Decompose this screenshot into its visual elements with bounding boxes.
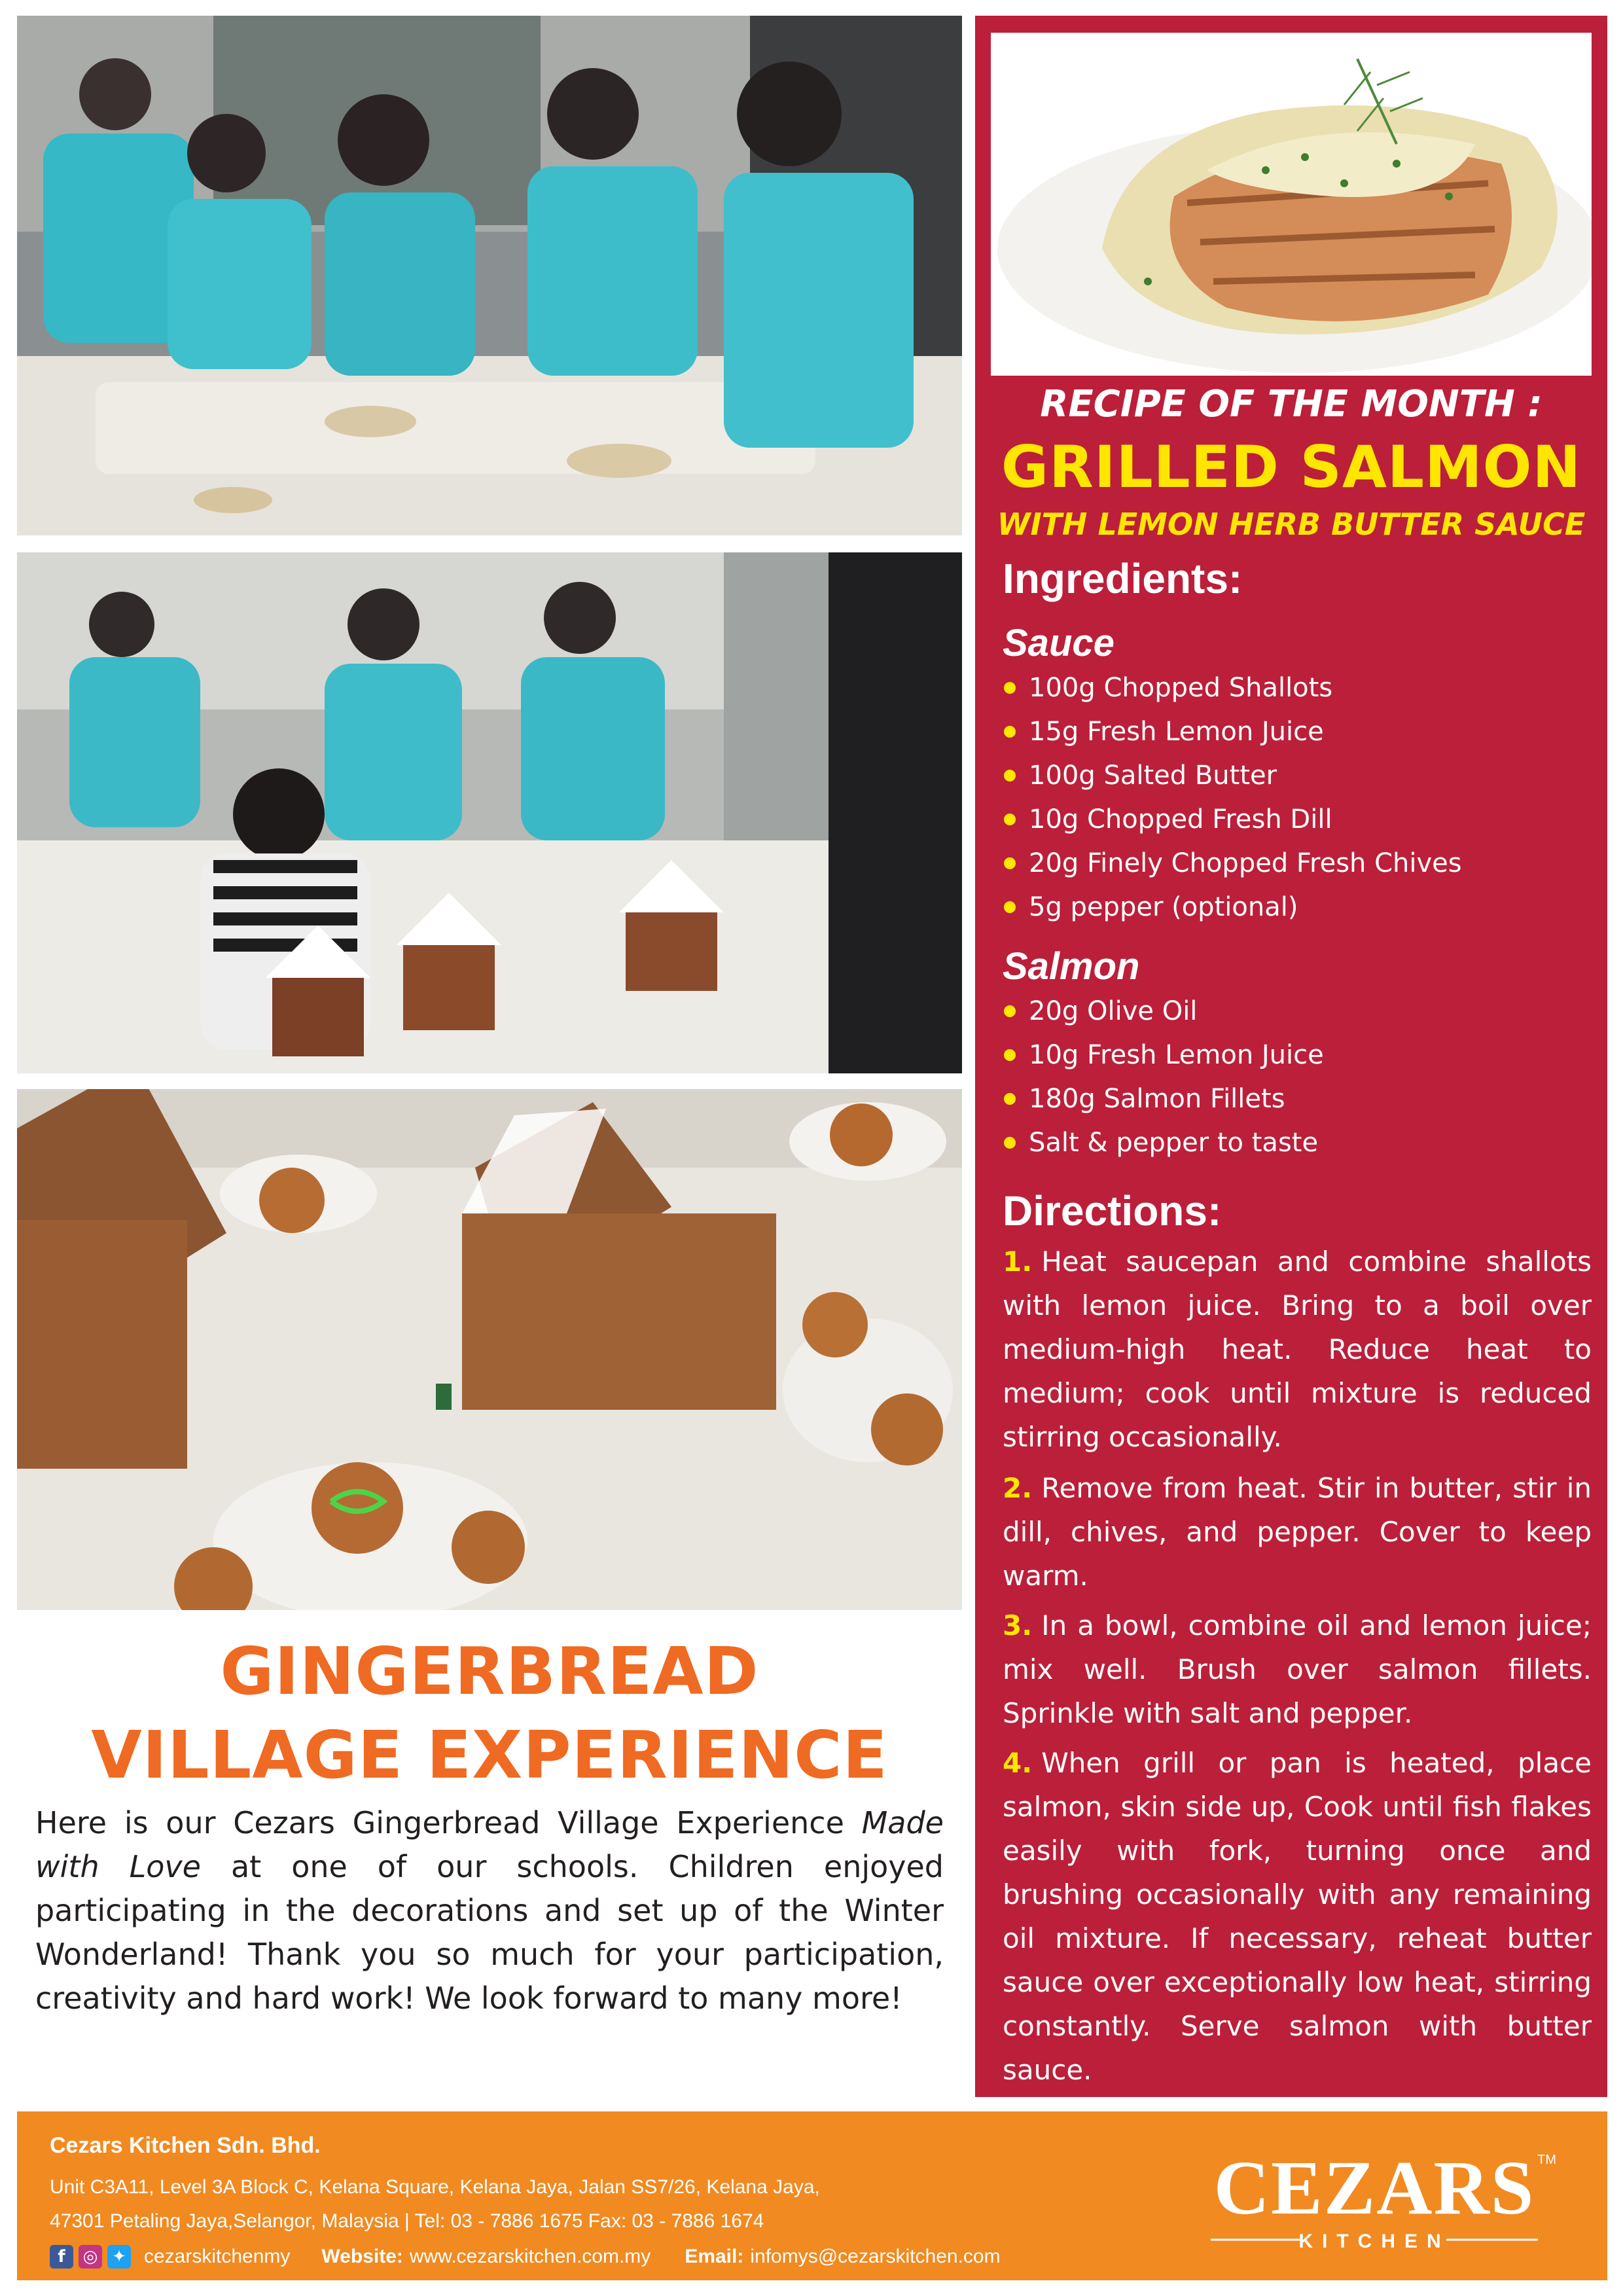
email-link[interactable]: infomys@cezarskitchen.com xyxy=(750,2246,1001,2267)
list-item xyxy=(1003,1121,1592,1165)
list-item xyxy=(1003,754,1592,798)
direction-step-2 xyxy=(1003,1466,1592,1598)
photo-gingerbread-village xyxy=(17,1089,962,1610)
facebook-icon[interactable]: f xyxy=(50,2245,73,2269)
bullet-icon xyxy=(1004,857,1016,869)
step-number: 3. xyxy=(1003,1609,1033,1641)
website-link[interactable]: www.cezarskitchen.com.my xyxy=(409,2246,651,2267)
salmon-heading: Salmon xyxy=(1003,945,1140,988)
directions-heading: Directions: xyxy=(1003,1187,1222,1234)
salmon-ingredient-list xyxy=(1003,990,1592,1165)
ingredient-label: 180g Salmon Fillets xyxy=(1029,1084,1285,1114)
instagram-icon[interactable]: ◎ xyxy=(79,2245,102,2269)
ingredient-label: 10g Chopped Fresh Dill xyxy=(1029,804,1332,834)
article-body-emphasis: Made with Love xyxy=(35,1805,944,1884)
article-title xyxy=(17,1630,962,1797)
ingredient-label: 5g pepper (optional) xyxy=(1029,892,1298,922)
photo-grilled-salmon xyxy=(991,33,1592,376)
recipe-subtitle: WITH LEMON HERB BUTTER SAUCE xyxy=(997,507,1586,542)
list-item xyxy=(1003,990,1592,1033)
footer xyxy=(17,2111,1607,2280)
direction-step-3 xyxy=(1003,1604,1592,1735)
bullet-icon xyxy=(1004,901,1016,913)
twitter-icon[interactable]: ✦ xyxy=(107,2245,131,2269)
list-item xyxy=(1003,798,1592,842)
bullet-icon xyxy=(1004,770,1016,781)
article-body xyxy=(35,1801,944,2020)
logo-wordmark: CEZARS xyxy=(1213,2145,1535,2231)
ingredient-label: 20g Olive Oil xyxy=(1029,996,1198,1026)
ingredient-label: 15g Fresh Lemon Juice xyxy=(1029,717,1324,747)
logo-tagline: KITCHEN xyxy=(1298,2231,1450,2252)
company-name: Cezars Kitchen Sdn. Bhd. xyxy=(50,2133,321,2158)
bullet-icon xyxy=(1004,1093,1016,1105)
sauce-ingredient-list xyxy=(1003,666,1592,929)
bullet-icon xyxy=(1004,682,1016,694)
ingredient-label: 10g Fresh Lemon Juice xyxy=(1029,1040,1324,1070)
email-label: Email: xyxy=(685,2246,744,2267)
contact-row xyxy=(50,2242,1035,2271)
direction-step-1 xyxy=(1003,1240,1592,1459)
step-text: Remove from heat. Stir in butter, stir in dill, chives, and pepper. Cover to keep warm. xyxy=(1003,1472,1592,1592)
recipe-kicker: RECIPE OF THE MONTH : xyxy=(1040,383,1543,425)
ingredients-heading: Ingredients: xyxy=(1003,555,1243,602)
step-text: Heat saucepan and combine shallots with lemon juice. Bring to a boil over medium-high heat. Reduce heat to medium; cook until mixture is reduced stirring occasionally. xyxy=(1003,1246,1592,1453)
photo-students-cooking xyxy=(17,16,962,535)
ingredient-label: Salt & pepper to taste xyxy=(1029,1128,1319,1158)
list-item xyxy=(1003,666,1592,710)
ingredient-label: 100g Chopped Shallots xyxy=(1029,673,1333,703)
list-item xyxy=(1003,1033,1592,1077)
article-title-line1: GINGERBREAD xyxy=(220,1633,759,1710)
address-line-2: 47301 Petaling Jaya,Selangor, Malaysia | Tel: 03 - 7886 1675 Fax: 03 - 7886 1674 xyxy=(50,2210,764,2232)
list-item xyxy=(1003,886,1592,929)
sauce-heading: Sauce xyxy=(1003,622,1115,664)
social-handle[interactable]: cezarskitchenmy xyxy=(144,2246,291,2267)
list-item xyxy=(1003,1077,1592,1121)
article-body-part2: at one of our schools. Children enjoyed participating in the decorations and set up of the Winter Wonderland! Thank you so much for your participation, creativity and hard work! We look forward to many more! xyxy=(35,1849,944,2016)
direction-step-4 xyxy=(1003,1741,1592,2092)
bullet-icon xyxy=(1004,814,1016,825)
bullet-icon xyxy=(1004,726,1016,738)
list-item xyxy=(1003,842,1592,886)
step-text: When grill or pan is heated, place salmon, skin side up, Cook until fish flakes easily with fork, turning once and brushing occasionally with any remaining oil mixture. If necessary, reheat butter sauce over exceptionally low heat, stirring constantly. Serve salmon with butter sauce. xyxy=(1003,1747,1592,2086)
website-label: Website: xyxy=(321,2246,403,2267)
recipe-panel xyxy=(975,16,1607,2097)
cezars-kitchen-logo xyxy=(1198,2144,1564,2262)
bullet-icon xyxy=(1004,1137,1016,1149)
step-number: 1. xyxy=(1003,1246,1033,1278)
logo-trademark: TM xyxy=(1537,2153,1556,2167)
photo-gingerbread-houses-building xyxy=(17,552,962,1073)
step-number: 4. xyxy=(1003,1747,1033,1779)
ingredient-label: 20g Finely Chopped Fresh Chives xyxy=(1029,848,1462,878)
address-line-1: Unit C3A11, Level 3A Block C, Kelana Square, Kelana Jaya, Jalan SS7/26, Kelana Jaya, xyxy=(50,2176,820,2198)
step-text: In a bowl, combine oil and lemon juice; mix well. Brush over salmon fillets. Sprinkle with salt and pepper. xyxy=(1003,1609,1592,1729)
article-title-line2: VILLAGE EXPERIENCE xyxy=(91,1717,888,1793)
article-body-part1: Here is our Cezars Gingerbread Village Experience xyxy=(35,1805,862,1840)
step-number: 2. xyxy=(1003,1472,1033,1504)
bullet-icon xyxy=(1004,1005,1016,1017)
bullet-icon xyxy=(1004,1049,1016,1061)
ingredient-label: 100g Salted Butter xyxy=(1029,761,1277,791)
list-item xyxy=(1003,710,1592,754)
recipe-title: GRILLED SALMON xyxy=(1001,433,1582,501)
